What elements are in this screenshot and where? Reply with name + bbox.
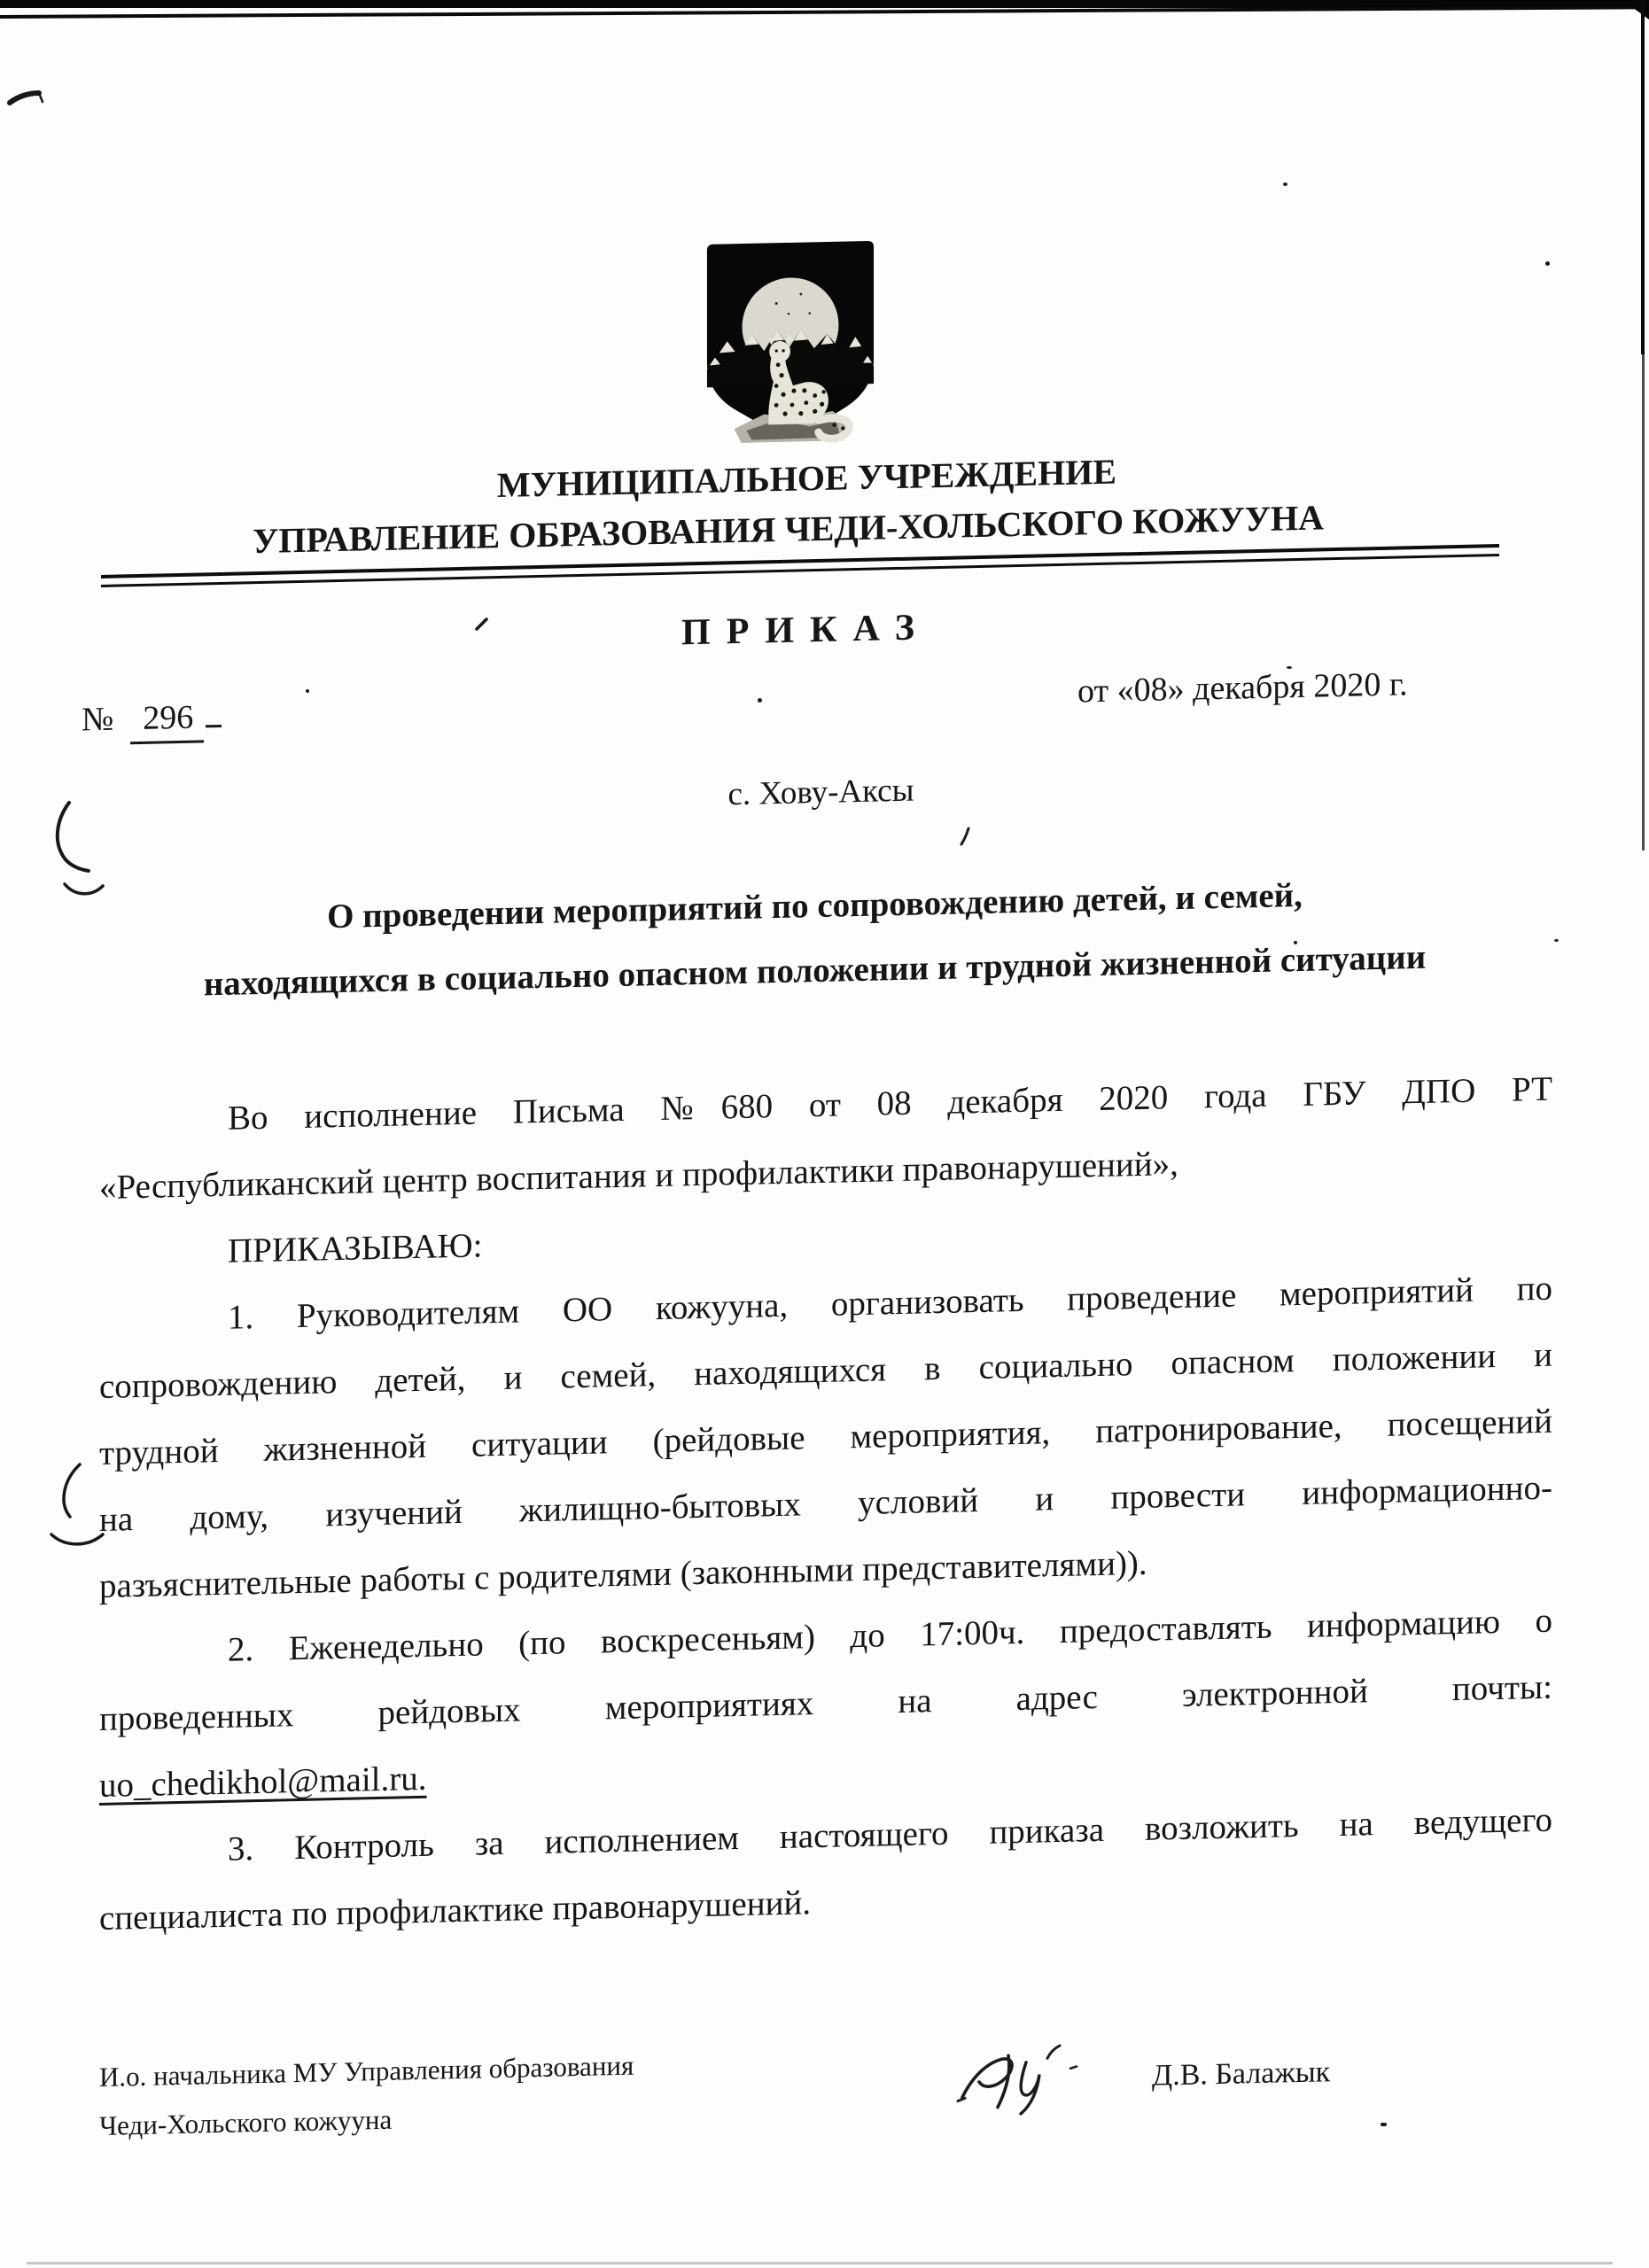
coat-of-arms-emblem — [703, 237, 878, 454]
signer-position-line2: Чеди-Хольского кожууна — [99, 2103, 393, 2141]
email-address: uo_chedikhol@mail.ru. — [99, 1759, 427, 1805]
item3-line: 3. Контроль за исполнением настоящего приказа возложить на ведущего — [228, 1800, 1552, 1868]
order-number — [82, 697, 222, 740]
pen-mark-top-left — [7, 87, 46, 110]
item1-line: на дому, изучений жилищно-бытовых условий и провести информационно- — [99, 1468, 1552, 1539]
doc-type-heading: ПРИКАЗ — [681, 607, 930, 654]
scanner-edge-right-faint — [1642, 354, 1645, 850]
signer-name: Д.В. Балажык — [1152, 2055, 1331, 2093]
item1-line: 1. Руководителям ОО кожууна, организовать проведение мероприятий по — [228, 1269, 1552, 1337]
org-name-line2: УПРАВЛЕНИЕ ОБРАЗОВАНИЯ ЧЕДИ-ХОЛЬСКОГО КОЖУУНА — [253, 497, 1324, 562]
item1-line: сопровождению детей, и семей, находящихся в социально опасном положении и — [99, 1335, 1552, 1406]
signer-position — [99, 2041, 634, 2150]
item1-line: трудной жизненной ситуации (рейдовые мероприятия, патронирование, посещений — [99, 1402, 1552, 1472]
order-number-underline-tail — [206, 714, 222, 727]
handwritten-signature — [955, 2030, 1146, 2132]
order-title-line2: находящихся в социально опасном положении и трудной жизненной ситуации — [203, 937, 1427, 1004]
item2-line: проведенных рейдовых мероприятиях на адрес электронной почты: — [99, 1667, 1552, 1738]
ink-speck — [1283, 183, 1287, 186]
order-body — [99, 1056, 1552, 1952]
scanner-edge-bottom — [27, 2262, 1613, 2264]
intro-line: «Республиканский центр воспитания и профилактики правонарушений», — [99, 1144, 1178, 1207]
scanner-edge-right — [1641, 0, 1645, 354]
order-number-label: № — [82, 700, 114, 739]
order-title-line1: О проведении мероприятий по сопровождению детей, и семей, — [327, 875, 1303, 936]
document-content — [82, 221, 1557, 2264]
org-name-line1: МУНИЦИПАЛЬНОЕ УЧРЕЖДЕНИЕ — [496, 451, 1117, 506]
order-word: ПРИКАЗЫВАЮ: — [228, 1226, 483, 1270]
scanner-edge-corner — [1622, 0, 1649, 19]
order-date: от «08» декабря 2020 г. — [1077, 665, 1408, 711]
intro-line: Во исполнение Письма №680 от 08 декабря 2020 года ГБУ ДПО РТ — [228, 1069, 1552, 1138]
settlement-name: с. Хову-Аксы — [727, 772, 914, 813]
item2-line: 2. Еженедельно (по воскресеньям) до 17:00ч. предоставлять информацию о — [228, 1601, 1552, 1669]
item1-line: разъяснительные работы с родителями (законными представителями)). — [99, 1543, 1147, 1605]
item3-line: специалиста по профилактике правонарушений. — [99, 1884, 812, 1938]
signer-position-line1: И.о. начальника МУ Управления образования — [99, 2049, 634, 2093]
order-number-value: 296 — [130, 698, 204, 744]
